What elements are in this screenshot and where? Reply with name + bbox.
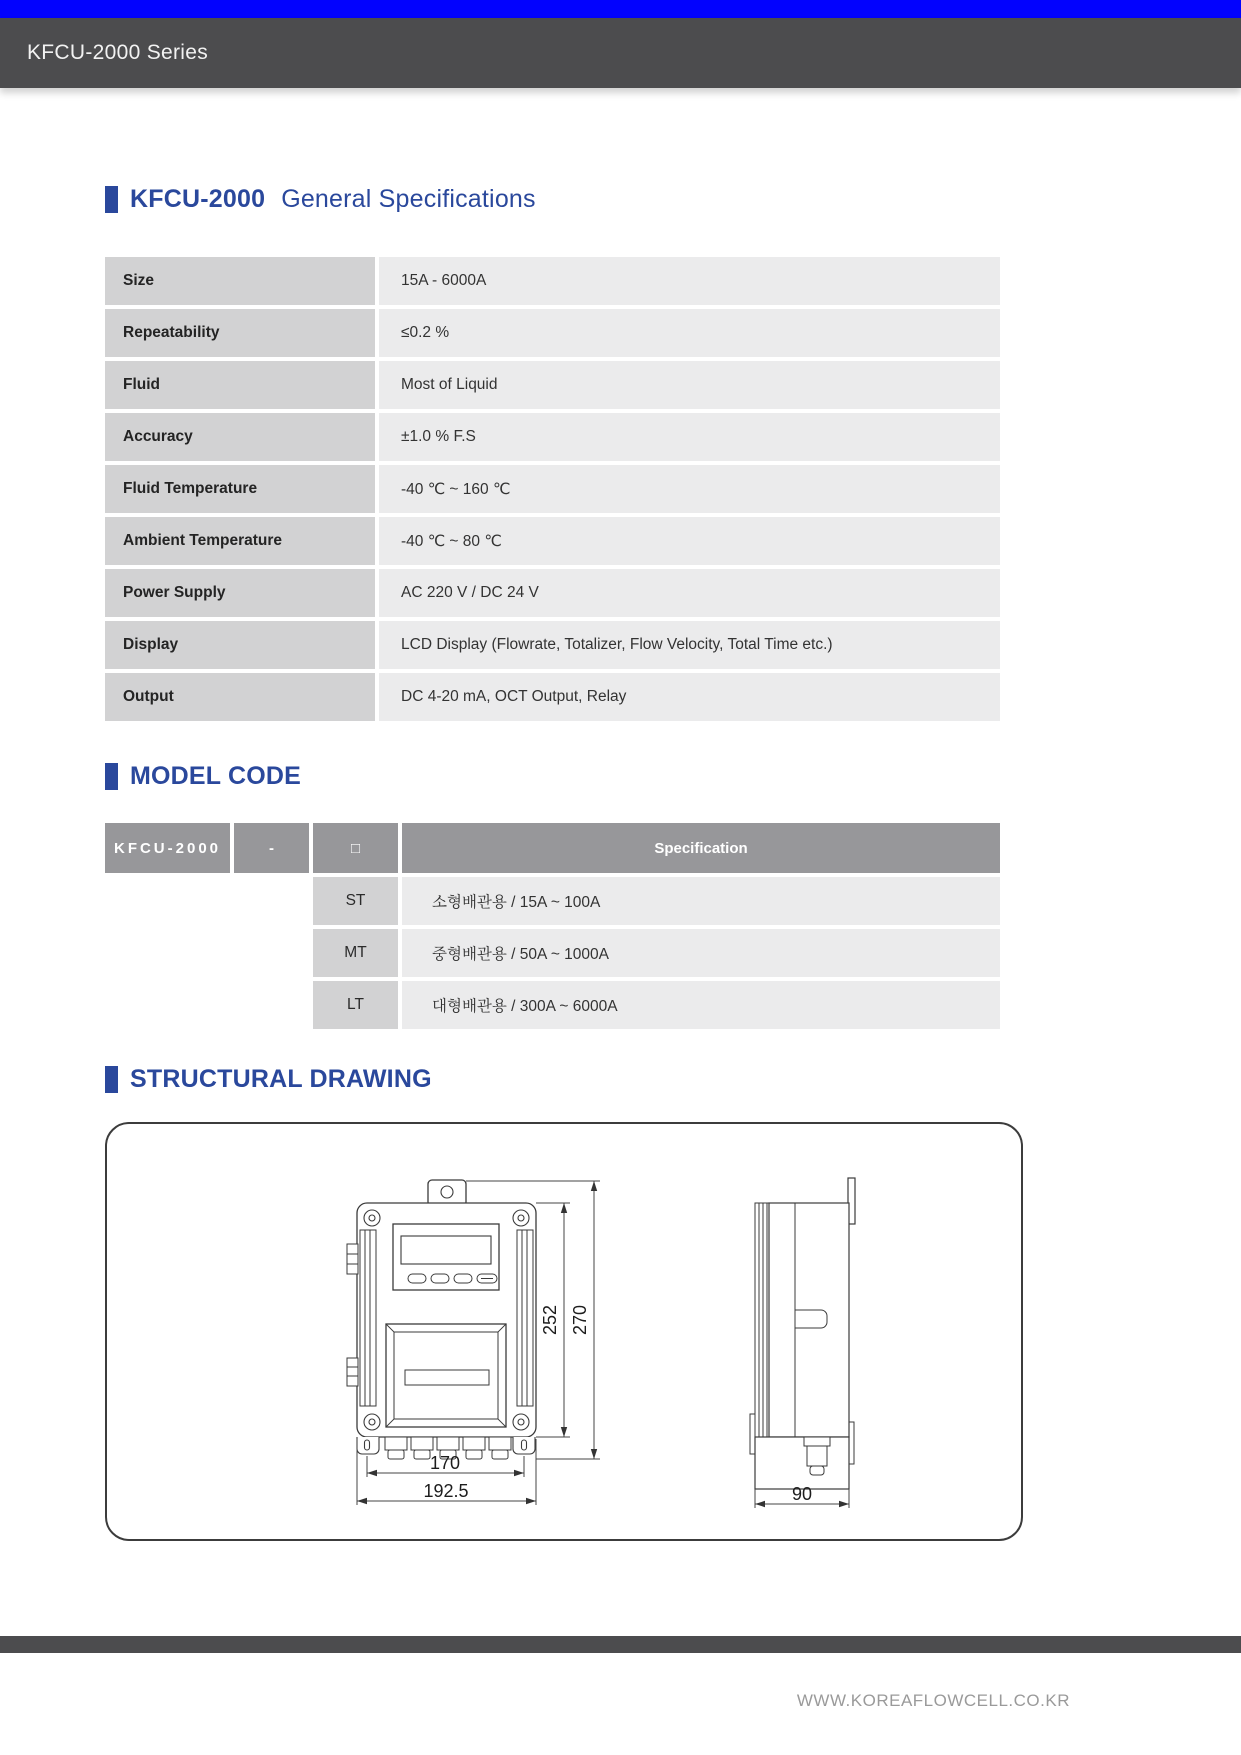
model-code-header-dash: -: [234, 823, 309, 873]
model-code-table: [105, 823, 1000, 1029]
model-spec-cell: 대형배관용 / 300A ~ 6000A: [402, 981, 1000, 1029]
model-code-header-specification: Specification: [402, 823, 1000, 873]
spec-value: Most of Liquid: [379, 361, 1000, 409]
model-code-header-row: [105, 823, 1000, 873]
footer-bar: [0, 1636, 1241, 1653]
section-bullet-icon: [105, 763, 118, 790]
model-code-cell: LT: [313, 981, 398, 1029]
structural-drawing-title-text: STRUCTURAL DRAWING: [130, 1065, 432, 1093]
spec-value: AC 220 V / DC 24 V: [379, 569, 1000, 617]
section-bullet-icon: [105, 186, 118, 213]
model-code-cell: MT: [313, 929, 398, 977]
spec-label: Fluid: [105, 361, 375, 409]
dimension-label-90: 90: [791, 1484, 813, 1504]
spec-value: -40 ℃ ~ 80 ℃: [379, 517, 1000, 565]
model-spec-cell: 소형배관용 / 15A ~ 100A: [402, 877, 1000, 925]
spec-row-fluid: [105, 361, 1000, 409]
spec-row-ambient-temperature: [105, 517, 1000, 565]
spec-label: Ambient Temperature: [105, 517, 375, 565]
top-accent-bar: [0, 0, 1241, 18]
spec-row-output: [105, 673, 1000, 721]
model-code-row-st: [105, 877, 1000, 925]
structural-drawing-title: [105, 1065, 432, 1094]
website-url: WWW.KOREAFLOWCELL.CO.KR: [796, 1691, 1070, 1710]
spec-label: Fluid Temperature: [105, 465, 375, 513]
structural-drawing-box: [105, 1122, 1023, 1541]
dimension-label-192-5: 192.5: [423, 1481, 469, 1501]
side-view: [750, 1178, 855, 1489]
spec-row-power-supply: [105, 569, 1000, 617]
spec-label: Power Supply: [105, 569, 375, 617]
spec-label: Size: [105, 257, 375, 305]
general-specs-title-text: General Specifications: [281, 185, 536, 213]
spec-row-repeatability: [105, 309, 1000, 357]
model-code-header-box-icon: □: [313, 823, 398, 873]
spacer: [105, 929, 313, 977]
spec-value: LCD Display (Flowrate, Totalizer, Flow Velocity, Total Time etc.): [379, 621, 1000, 669]
spec-row-fluid-temperature: [105, 465, 1000, 513]
spec-row-accuracy: [105, 413, 1000, 461]
header-bar: [0, 18, 1241, 88]
general-specs-title-model: KFCU-2000: [130, 185, 266, 213]
model-code-row-lt: [105, 981, 1000, 1029]
dimension-label-170: 170: [429, 1453, 461, 1473]
spec-row-display: [105, 621, 1000, 669]
model-code-title: [105, 762, 301, 791]
spec-label: Display: [105, 621, 375, 669]
front-view: [347, 1180, 536, 1459]
structural-drawing: [107, 1124, 1021, 1539]
general-specs-title: [105, 185, 536, 214]
spec-value: DC 4-20 mA, OCT Output, Relay: [379, 673, 1000, 721]
spacer: [105, 877, 313, 925]
spec-label: Output: [105, 673, 375, 721]
model-code-cell: ST: [313, 877, 398, 925]
model-code-row-mt: [105, 929, 1000, 977]
spec-value: ≤0.2 %: [379, 309, 1000, 357]
spec-value: -40 ℃ ~ 160 ℃: [379, 465, 1000, 513]
spacer: [105, 981, 313, 1029]
section-bullet-icon: [105, 1066, 118, 1093]
spec-label: Repeatability: [105, 309, 375, 357]
spec-value: 15A - 6000A: [379, 257, 1000, 305]
model-code-title-text: MODEL CODE: [130, 762, 301, 790]
spec-row-size: [105, 257, 1000, 305]
general-specs-table: [105, 257, 1000, 725]
series-title: KFCU-2000 Series: [27, 41, 209, 64]
spec-label: Accuracy: [105, 413, 375, 461]
model-spec-cell: 중형배관용 / 50A ~ 1000A: [402, 929, 1000, 977]
dimension-label-252: 252: [540, 1304, 560, 1336]
model-code-header-model: KFCU-2000: [105, 823, 230, 873]
dimension-label-270: 270: [570, 1304, 590, 1336]
spec-value: ±1.0 % F.S: [379, 413, 1000, 461]
